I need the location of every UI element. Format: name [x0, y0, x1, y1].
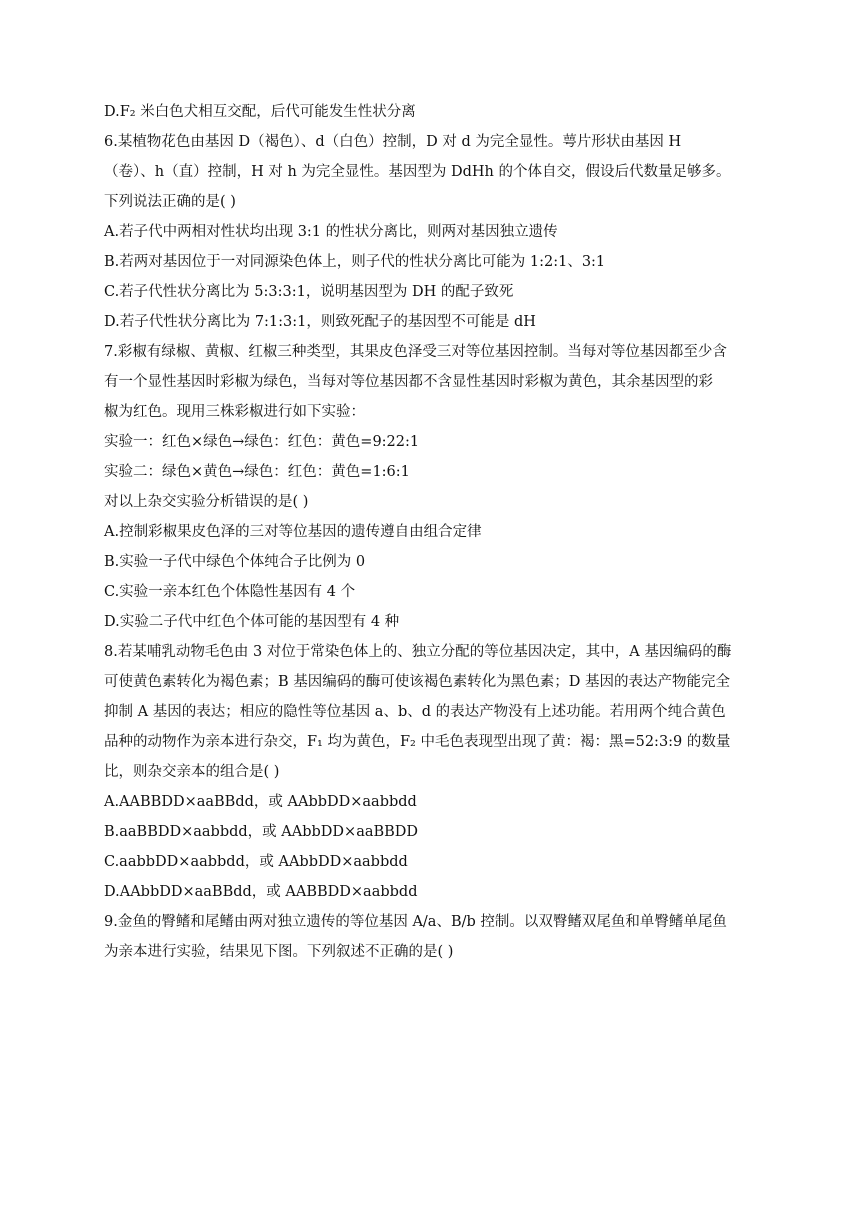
question-6-option-c: C.若子代性状分离比为 5:3:3:1，说明基因型为 DH 的配子致死: [104, 284, 514, 300]
question-9-stem-line-2: 为亲本进行实验，结果见下图。下列叙述不正确的是( ): [104, 944, 454, 960]
question-8-option-a: A.AABBDD×aaBBdd，或 AAbbDD×aabbdd: [104, 794, 417, 810]
question-8-option-b: B.aaBBDD×aabbdd，或 AAbbDD×aaBBDD: [104, 824, 419, 840]
question-8-prompt: 比，则杂交亲本的组合是( ): [104, 764, 280, 780]
question-7-experiment-1: 实验一：红色×绿色→绿色：红色：黄色=9:22:1: [104, 434, 420, 450]
option-5d: D.F₂ 米白色犬相互交配，后代可能发生性状分离: [104, 104, 416, 120]
question-8-stem-line-3: 抑制 A 基因的表达；相应的隐性等位基因 a、b、d 的表达产物没有上述功能。若用两个纯合黄色: [104, 704, 726, 720]
question-7-option-a: A.控制彩椒果皮色泽的三对等位基因的遗传遵自由组合定律: [104, 524, 482, 540]
question-6-option-a: A.若子代中两相对性状均出现 3:1 的性状分离比，则两对基因独立遗传: [104, 224, 558, 240]
question-7-option-c: C.实验一亲本红色个体隐性基因有 4 个: [104, 584, 356, 600]
question-6-option-d: D.若子代性状分离比为 7:1:3:1，则致死配子的基因型不可能是 dH: [104, 314, 536, 330]
question-8-stem-line-1: 8.若某哺乳动物毛色由 3 对位于常染色体上的、独立分配的等位基因决定，其中，A 基因编码的酶: [104, 644, 732, 660]
question-8-stem-line-2: 可使黄色素转化为褐色素；B 基因编码的酶可使该褐色素转化为黑色素；D 基因的表达产物能完全: [104, 674, 730, 690]
question-8-option-c: C.aabbDD×aabbdd，或 AAbbDD×aabbdd: [104, 854, 408, 870]
question-7-prompt: 对以上杂交实验分析错误的是( ): [104, 494, 309, 510]
question-7-option-d: D.实验二子代中红色个体可能的基因型有 4 种: [104, 614, 400, 630]
question-7-stem-line-1: 7.彩椒有绿椒、黄椒、红椒三种类型，其果皮色泽受三对等位基因控制。当每对等位基因都至少含: [104, 344, 727, 360]
question-7-experiment-2: 实验二：绿色×黄色→绿色：红色：黄色=1:6:1: [104, 464, 410, 480]
question-6-option-b: B.若两对基因位于一对同源染色体上，则子代的性状分离比可能为 1:2:1、3:1: [104, 254, 606, 270]
question-8-option-d: D.AAbbDD×aaBBdd，或 AABBDD×aabbdd: [104, 884, 418, 900]
question-6-stem-line-2: （卷）、h（直）控制，H 对 h 为完全显性。基因型为 DdHh 的个体自交，假设后代数量足够多。: [104, 164, 731, 180]
question-7-option-b: B.实验一子代中绿色个体纯合子比例为 0: [104, 554, 366, 570]
question-6-stem-line-1: 6.某植物花色由基因 D（褐色）、d（白色）控制，D 对 d 为完全显性。萼片形状由基因 H: [104, 134, 682, 150]
question-7-stem-line-2: 有一个显性基因时彩椒为绿色，当每对等位基因都不含显性基因时彩椒为黄色，其余基因型的彩: [104, 374, 713, 390]
question-7-stem-line-3: 椒为红色。现用三株彩椒进行如下实验：: [104, 404, 365, 420]
question-8-stem-line-4: 品种的动物作为亲本进行杂交，F₁ 均为黄色，F₂ 中毛色表现型出现了黄：褐：黑=52:3:9 的数量: [104, 734, 731, 750]
question-6-prompt: 下列说法正确的是( ): [104, 194, 236, 210]
question-9-stem-line-1: 9.金鱼的臀鳍和尾鳍由两对独立遗传的等位基因 A/a、B/b 控制。以双臀鳍双尾鱼和单臀鳍单尾鱼: [104, 914, 727, 930]
